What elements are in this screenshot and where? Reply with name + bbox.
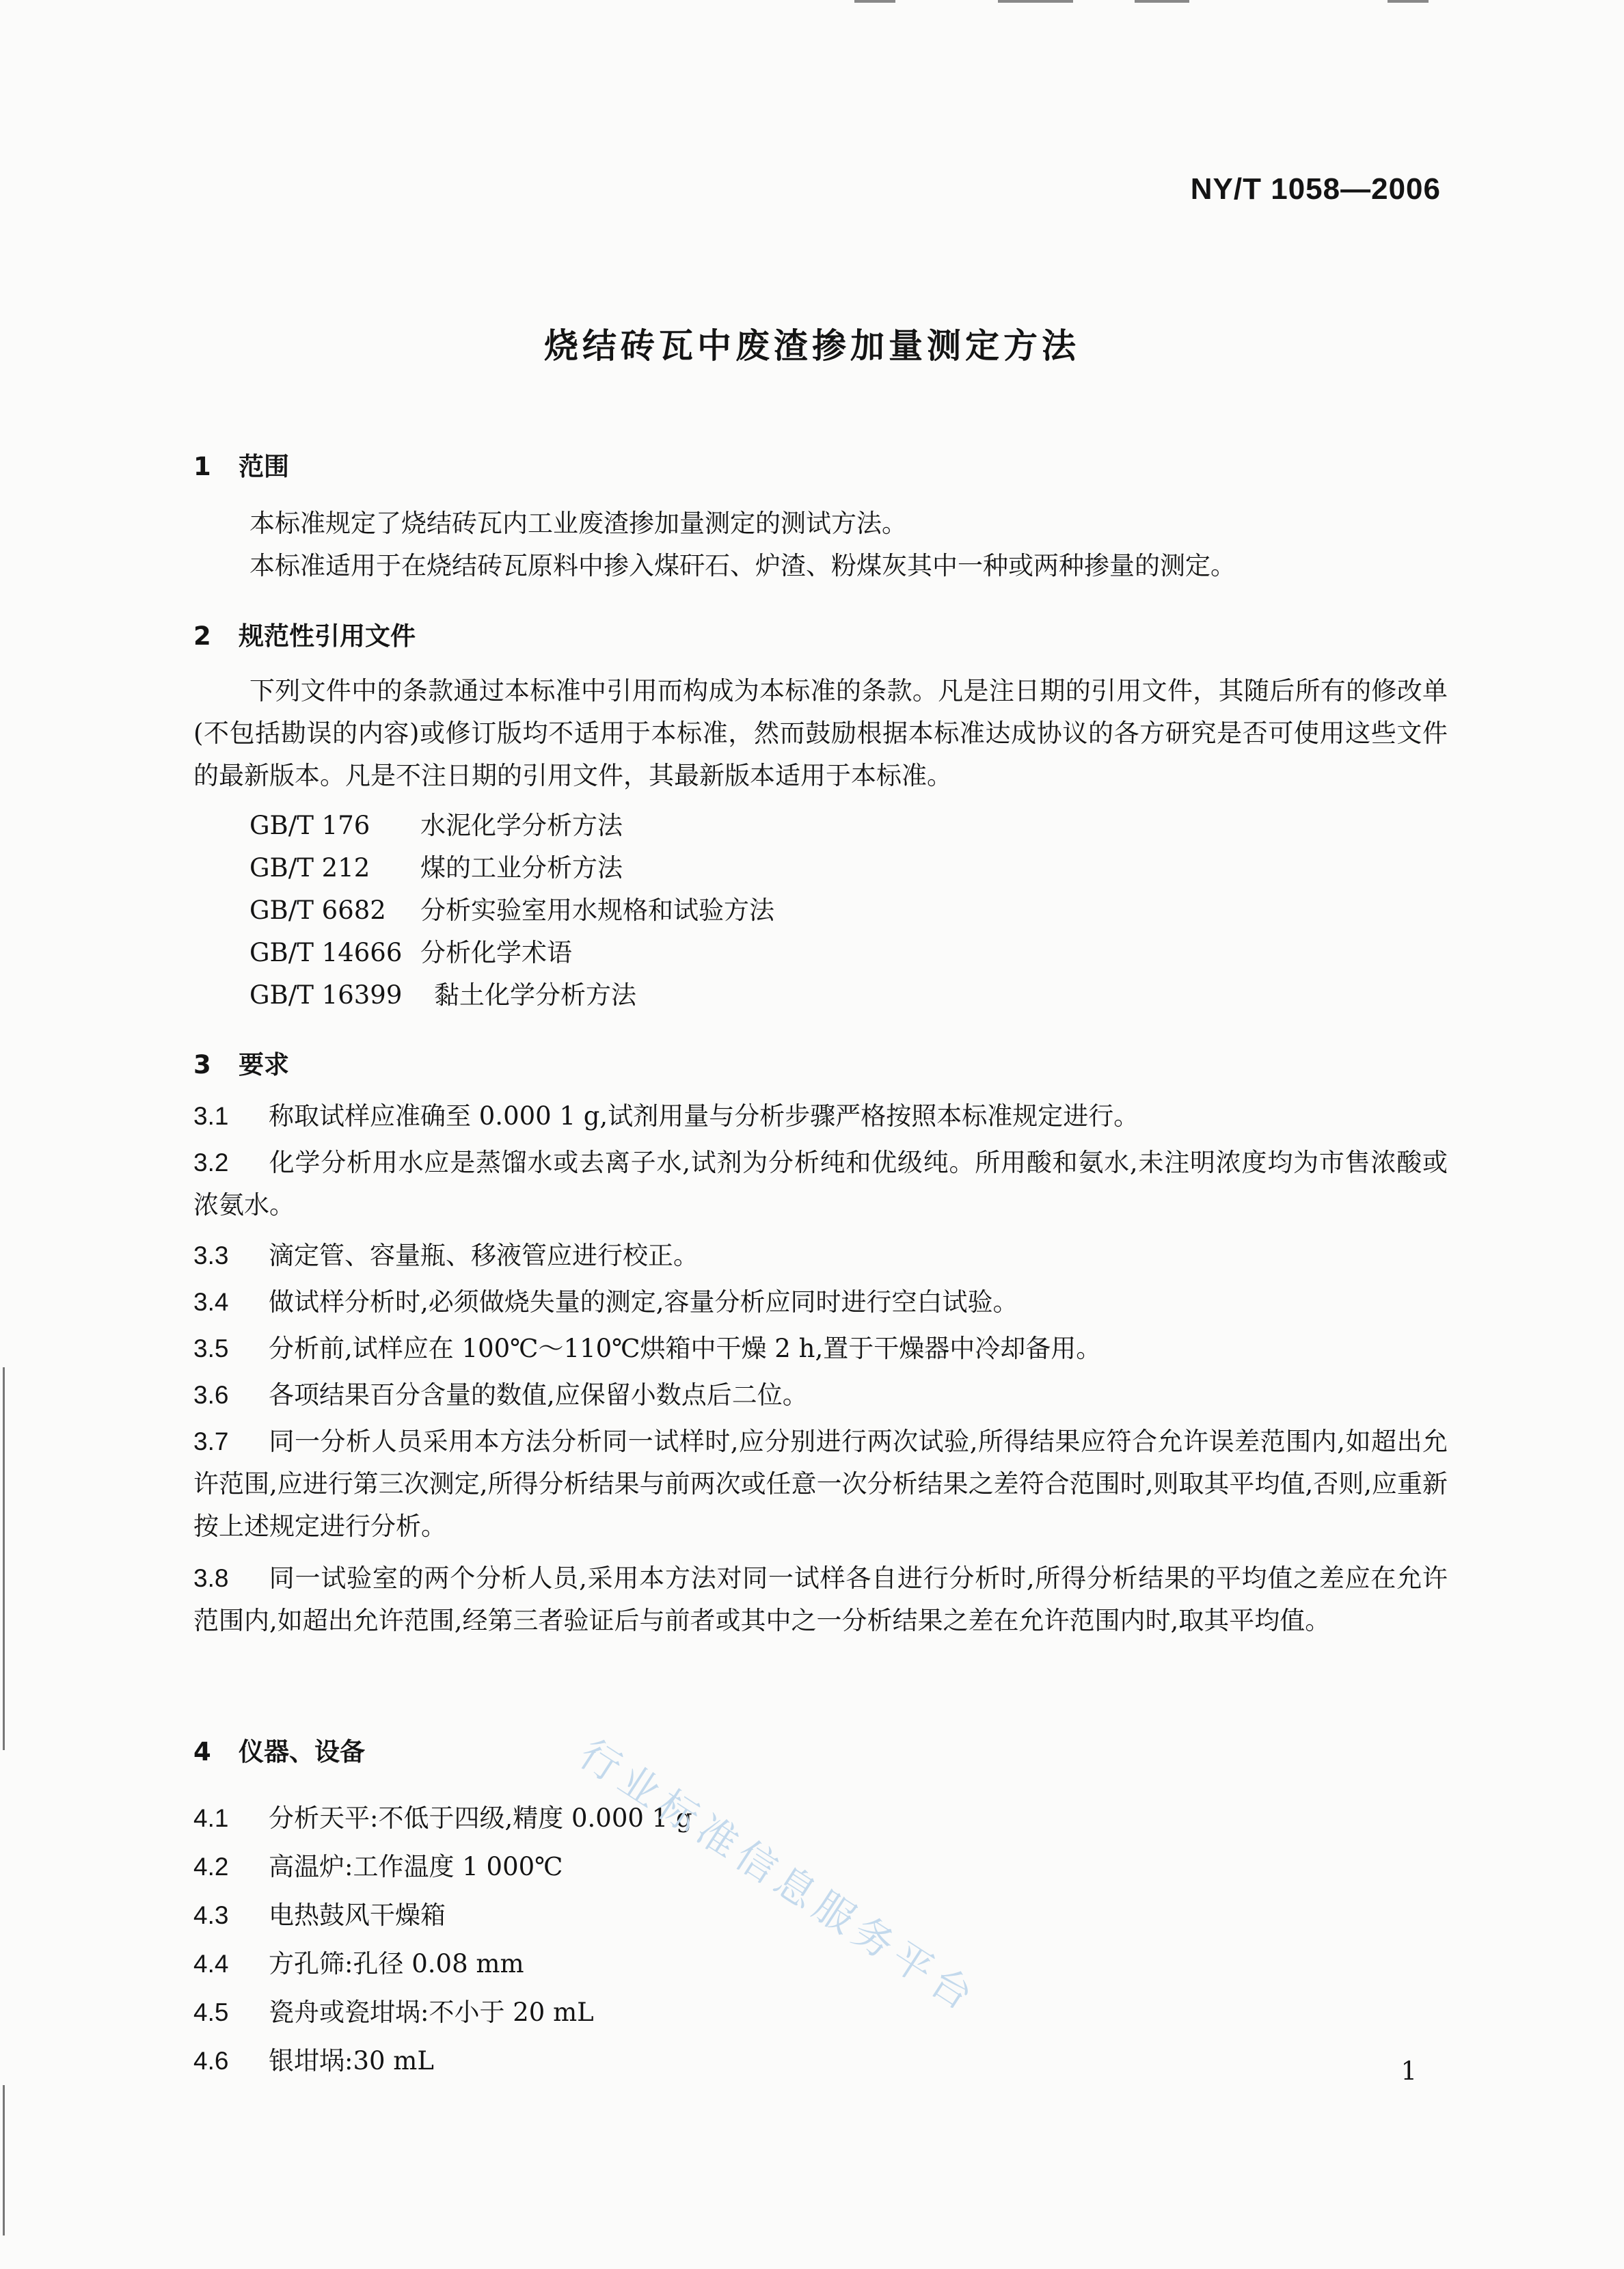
section-title: 仪器、设备 [239,1737,365,1767]
section-title: 范围 [239,452,289,481]
reference-code: GB/T 14666 [249,938,403,967]
clause-text: 各项结果百分含量的数值,应保留小数点后二位。 [269,1380,808,1410]
clause-item [193,1328,1448,1370]
reference-title: 黏土化学分析方法 [434,980,636,1010]
section-heading-normative-references [193,615,416,652]
clause-item [193,1374,1448,1417]
clause-text: 滴定管、容量瓶、移液管应进行校正。 [269,1241,699,1270]
section-title: 要求 [239,1050,289,1079]
clause-number: 3.6 [193,1381,229,1409]
section-heading-instruments [193,1731,365,1768]
document-title: 烧结砖瓦中废渣掺加量测定方法 [544,326,1080,366]
reference-title: 分析化学术语 [420,938,572,967]
clause-number: 4.2 [193,1853,229,1881]
clause-number: 4.3 [193,1901,229,1929]
clause-text: 同一试验室的两个分析人员,采用本方法对同一试样各自进行分析时,所得分析结果的平均值之差应在允许范围内,如超出允许范围,经第三者验证后与前者或其中之一分析结果之差在允许范围内时,取其平均值。 [193,1563,1448,1635]
reference-title: 水泥化学分析方法 [420,811,623,840]
clause-text: 电热鼓风干燥箱 [269,1901,446,1930]
scan-mark [1135,0,1189,3]
section-number: 1 [193,452,211,481]
clause-item [193,1235,1448,1277]
clause-number: 3.1 [193,1102,229,1130]
clause-text: 分析前,试样应在 100℃～110℃烘箱中干燥 2 h,置于干燥器中冷却备用。 [269,1334,1102,1363]
clause-item [193,1095,1448,1138]
clause-item [193,1797,692,1834]
watermark: 行业标准信息服务平台 [571,1730,987,2023]
clause-text: 方孔筛:孔径 0.08 mm [269,1949,524,1978]
clause-text: 化学分析用水应是蒸馏水或去离子水,试剂为分析纯和优级纯。所用酸和氨水,未注明浓度均为市售浓酸或浓氨水。 [193,1148,1448,1220]
section-number: 3 [193,1050,211,1079]
clause-item [193,1142,1448,1226]
paragraph: 本标准规定了烧结砖瓦内工业废渣掺加量测定的测试方法。 [249,509,907,538]
clause-item [193,1991,594,2028]
clause-number: 3.4 [193,1288,229,1316]
clause-item [193,1846,563,1883]
page-number: 1 [1400,2056,1417,2086]
reference-code: GB/T 16399 [249,980,403,1010]
reference-item [249,805,623,842]
reference-code: GB/T 6682 [249,896,386,925]
section-number: 4 [193,1737,211,1767]
clause-number: 3.7 [193,1427,229,1455]
clause-item [193,1943,524,1980]
standard-code: NY/T 1058—2006 [1190,172,1441,206]
clause-number: 3.2 [193,1149,229,1177]
section-title: 规范性引用文件 [239,621,416,651]
paragraph: 下列文件中的条款通过本标准中引用而构成为本标准的条款。凡是注日期的引用文件，其随后所有的修改单(不包括勘误的内容)或修订版均不适用于本标准，然而鼓励根据本标准达成协议的各方研究是否可使用这些文件的最新版本。凡是不注日期的引用文件，其最新版本适用于本标准。 [193,676,1448,790]
clause-text: 做试样分析时,必须做烧失量的测定,容量分析应同时进行空白试验。 [269,1287,1018,1317]
clause-number: 4.6 [193,2047,229,2075]
clause-text: 分析天平:不低于四级,精度 0.000 1 g [269,1803,692,1833]
scan-mark [1388,0,1429,3]
clause-item [193,2040,434,2077]
clause-number: 3.8 [193,1564,229,1592]
clause-number: 4.4 [193,1950,229,1978]
reference-item [249,974,636,1011]
paragraph: 本标准适用于在烧结砖瓦原料中掺入煤矸石、炉渣、粉煤灰其中一种或两种掺量的测定。 [249,551,1236,580]
reference-code: GB/T 176 [249,811,370,840]
clause-number: 4.5 [193,1998,229,2026]
clause-item [193,1421,1448,1548]
clause-text: 高温炉:工作温度 1 000℃ [269,1852,563,1881]
scan-mark [854,0,895,3]
clause-number: 4.1 [193,1804,229,1832]
reference-item [249,932,572,969]
clause-number: 3.3 [193,1241,229,1270]
scan-mark [998,0,1073,3]
section-number: 2 [193,621,211,651]
clause-item [193,1894,446,1931]
reference-title: 分析实验室用水规格和试验方法 [420,896,774,925]
section-heading-scope [193,446,289,483]
reference-title: 煤的工业分析方法 [420,853,623,883]
clause-text: 称取试样应准确至 0.000 1 g,试剂用量与分析步骤严格按照本标准规定进行。 [269,1101,1139,1131]
reference-item [249,889,774,926]
clause-text: 同一分析人员采用本方法分析同一试样时,应分别进行两次试验,所得结果应符合允许误差范围内,如超出允许范围,应进行第三次测定,所得分析结果与前两次或任意一次分析结果之差符合范围时,则取其平均值,否则,应重新按上述规定进行分析。 [193,1427,1448,1541]
scan-edge [3,2085,5,2236]
clause-text: 瓷舟或瓷坩埚:不小于 20 mL [269,1998,594,2027]
clause-text: 银坩埚:30 mL [269,2046,434,2076]
section-heading-requirements [193,1044,289,1081]
clause-number: 3.5 [193,1334,229,1362]
reference-item [249,847,623,884]
reference-code: GB/T 212 [249,853,370,883]
scan-edge [3,1367,5,1750]
clause-item [193,1281,1448,1324]
clause-item [193,1557,1448,1642]
